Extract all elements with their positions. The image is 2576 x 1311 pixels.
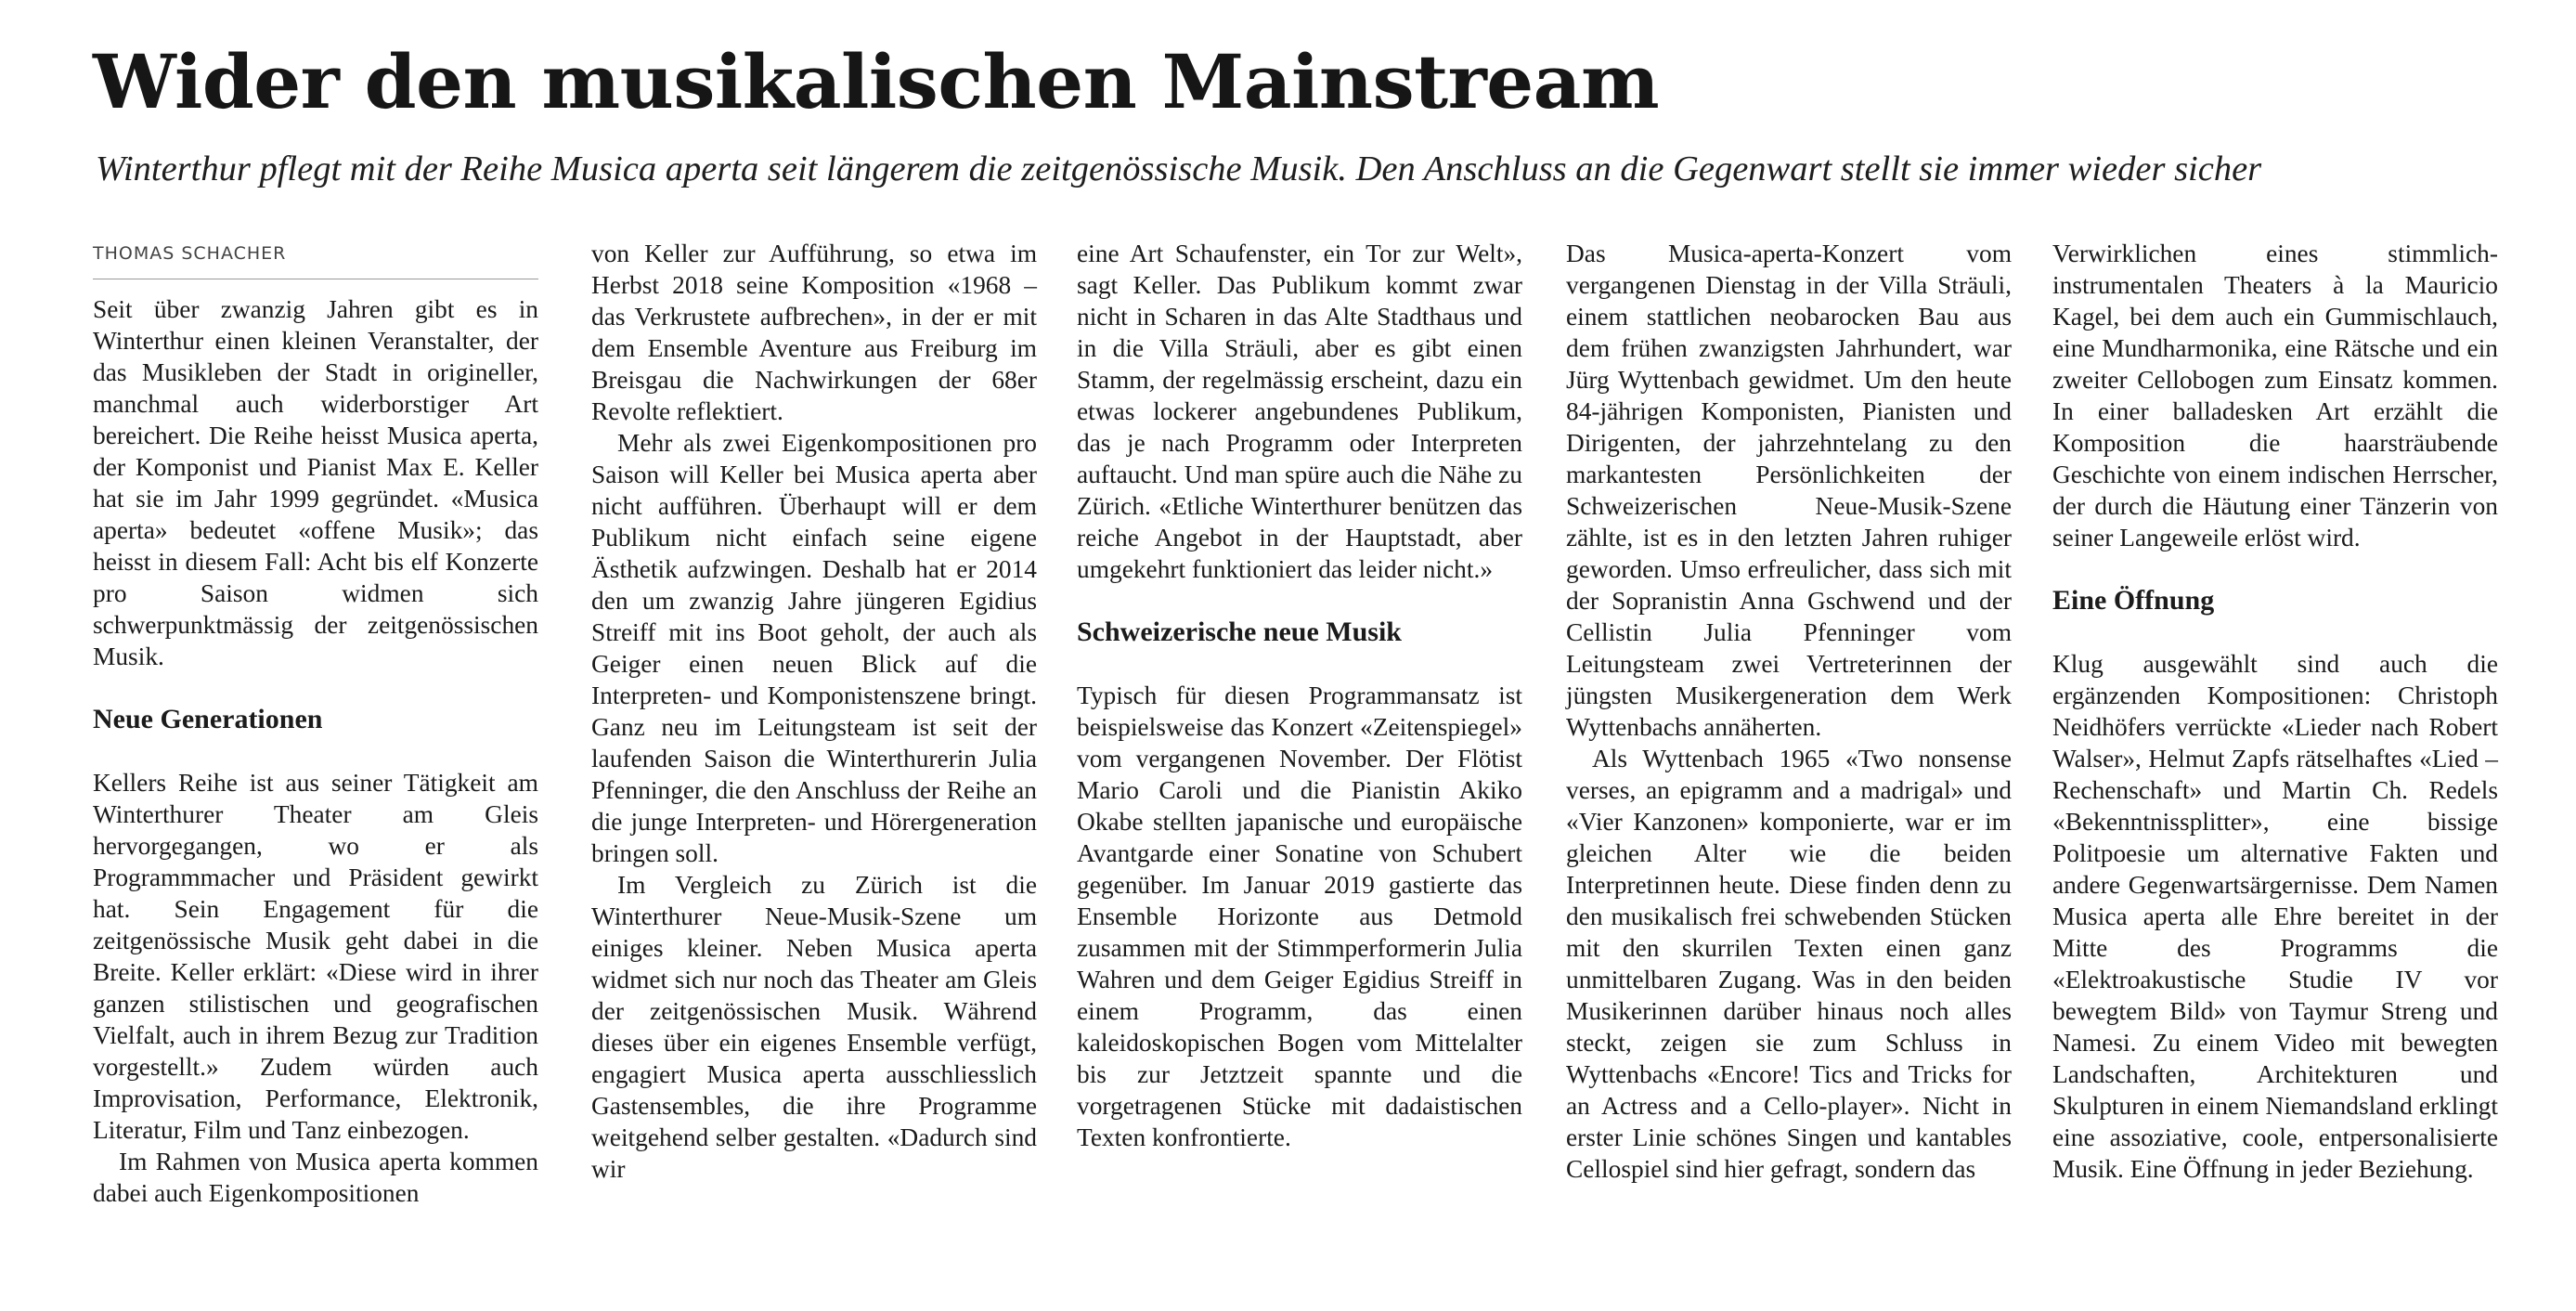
body-paragraph: von Keller zur Aufführung, so etwa im Herbst 2018 seine Komposition «1968 – das Verkrustete aufbrechen», in der er mit dem Ensemble Aventure aus Freiburg im Breisgau die Nachwirkungen der 68er Revolte reflektiert. xyxy=(591,240,1037,425)
article-column-4 xyxy=(1566,238,2012,1185)
body-paragraph: Verwirklichen eines stimmlich-instrumentalen Theaters à la Mauricio Kagel, bei dem auch ein Gummischlauch, eine Mundharmonika, eine Rätsche und ein zweiter Cellobogen zum Einsatz kommen. In einer balladesken Art erzählt die Komposition die haarsträubende Geschichte von einem indischen Herrscher, der durch die Häutung einer Tänzerin von seiner Langeweile erlöst wird. xyxy=(2052,240,2498,552)
body-paragraph: Klug ausgewählt sind auch die ergänzenden Kompositionen: Christoph Neidhöfers verrückte «Lieder nach Robert Walser», Helmut Zapfs rätselhaftes «Lied – Rechenschaft» und Martin Ch. Redels «Bekenntnissplitter», eine bissige Politpoesie um alternative Fakten und andere Gegenwartsärgernisse. Dem Namen Musica aperta alle Ehre bereitet in der Mitte des Programms die «Elektroakustische Studie IV vor bewegtem Bild» von Taymur Streng und Namesi. Zu einem Video mit bewegten Landschaften, Architekturen und Skulpturen in einem Niemandsland erklingt eine assoziative, coole, entpersonalisierte Musik. Eine Öffnung in jeder Beziehung. xyxy=(2052,650,2498,1183)
article-column-2 xyxy=(591,238,1037,1185)
body-paragraph: Im Rahmen von Musica aperta kommen dabei auch Eigenkompositionen xyxy=(93,1148,538,1207)
body-paragraph: Mehr als zwei Eigenkompositionen pro Saison will Keller bei Musica aperta aber nicht aufführen. Überhaupt will er dem Publikum nicht einfach seine eigene Ästhetik aufzwingen. Deshalb hat er 2014 den um zwanzig Jahre jüngeren Egidius Streiff mit ins Boot geholt, der auch als Geiger einen neuen Blick auf die Interpreten- und Komponistenszene bringt. Ganz neu im Leitungsteam ist seit der laufenden Saison die Winterthurerin Julia Pfenninger, die den Anschluss der Reihe an die junge Interpreten- und Hörergeneration bringen soll. xyxy=(591,429,1037,867)
body-paragraph: eine Art Schaufenster, ein Tor zur Welt», sagt Keller. Das Publikum kommt zwar nicht in Scharen in das Alte Stadthaus und in die Villa Sträuli, aber es gibt einen Stamm, der regelmässig erscheint, dazu ein etwas lockerer angebundenes Publikum, das je nach Programm oder Interpreten auftaucht. Und man spüre auch die Nähe zu Zürich. «Etliche Winterthurer benützen das reiche Angebot in der Hauptstadt, aber umgekehrt funktioniert das leider nicht.» xyxy=(1077,240,1522,583)
headline: Wider den musikalischen Mainstream xyxy=(93,38,1660,125)
body-paragraph: Im Vergleich zu Zürich ist die Winterthurer Neue-Musik-Szene um einiges kleiner. Neben Musica aperta widmet sich nur noch das Theater am Gleis der zeitgenössischen Musik. Während dieses über ein eigenes Ensemble verfügt, engagiert Musica aperta ausschliesslich Gastensembles, die ihre Programme weitgehend selber gestalten. «Dadurch sind wir xyxy=(591,871,1037,1183)
section-heading: Neue Generationen xyxy=(93,704,323,734)
article-column-5 xyxy=(2052,238,2498,1185)
body-paragraph: Das Musica-aperta-Konzert vom vergangenen Dienstag in der Villa Sträuli, einem stattlichen neobarocken Bau aus dem frühen zwanzigsten Jahrhundert, war Jürg Wyttenbach gewidmet. Um den heute 84-jährigen Komponisten, Pianisten und Dirigenten, der jahrzehntelang zu den markantesten Persönlichkeiten der Schweizerischen Neue-Musik-Szene zählte, ist es in den letzten Jahren ruhiger geworden. Umso erfreulicher, dass sich mit der Sopranistin Anna Gschwend und der Cellistin Julia Pfenninger vom Leitungsteam zwei Vertreterinnen der jüngsten Musikergeneration dem Werk Wyttenbachs annäherten. xyxy=(1566,240,2012,741)
article-column-1 xyxy=(93,238,538,1209)
body-paragraph: Typisch für diesen Programmansatz ist beispielsweise das Konzert «Zeitenspiegel» vom vergangenen November. Der Flötist Mario Caroli und die Pianistin Akiko Okabe stellten japanische und europäische Avantgarde einer Sonatine von Schubert gegenüber. Im Januar 2019 gastierte das Ensemble Horizonte aus Detmold zusammen mit der Stimmperformerin Julia Wahren und dem Geiger Egidius Streiff in einem Programm, das einen kaleidoskopischen Bogen vom Mittelalter bis zur Jetztzeit spannte und die vorgetragenen Stücke mit dadaistischen Texten konfrontierte. xyxy=(1077,681,1522,1151)
section-heading: Schweizerische neue Musik xyxy=(1077,617,1402,647)
author-byline: THOMAS SCHACHER xyxy=(93,243,287,264)
body-paragraph: Seit über zwanzig Jahren gibt es in Winterthur einen kleinen Veranstalter, der das Musikleben der Stadt in origineller, manchmal auch widerborstiger Art bereichert. Die Reihe heisst Musica aperta, der Komponist und Pianist Max E. Keller hat sie im Jahr 1999 gegründet. «Musica aperta» bedeutet «offene Musik»; das heisst in diesem Fall: Acht bis elf Konzerte pro Saison widmen sich schwerpunktmässig der zeitgenössischen Musik. xyxy=(93,295,538,670)
section-heading: Eine Öffnung xyxy=(2052,585,2215,616)
subtitle: Winterthur pflegt mit der Reihe Musica aperta seit längerem die zeitgenössische Musik. Den Anschluss an die Gegenwart stellt sie immer wieder sicher xyxy=(96,149,2262,188)
article-column-3 xyxy=(1077,238,1522,1153)
body-paragraph: Kellers Reihe ist aus seiner Tätigkeit am Winterthurer Theater am Gleis hervorgegangen, wo er als Programmmacher und Präsident gewirkt hat. Sein Engagement für die zeitgenössische Musik geht dabei in die Breite. Keller erklärt: «Diese wird in ihrer ganzen stilistischen und geografischen Vielfalt, auch in ihrem Bezug zur Tradition vorgestellt.» Zudem würden auch Improvisation, Performance, Elektronik, Literatur, Film und Tanz einbezogen. xyxy=(93,769,538,1144)
body-paragraph: Als Wyttenbach 1965 «Two nonsense verses, an epigramm and a madrigal» und «Vier Kanzonen» komponierte, war er im gleichen Alter wie die beiden Interpretinnen heute. Diese finden denn zu den musikalisch frei schwebenden Stücken mit den skurrilen Texten einen ganz unmittelbaren Zugang. Was in den beiden Musikerinnen darüber hinaus noch alles steckt, zeigen sie zum Schluss in Wyttenbachs «Encore! Tics and Tricks for an Actress and a Cello-player». Nicht in erster Linie schönes Singen und kantables Cellospiel sind hier gefragt, sondern das xyxy=(1566,745,2012,1183)
